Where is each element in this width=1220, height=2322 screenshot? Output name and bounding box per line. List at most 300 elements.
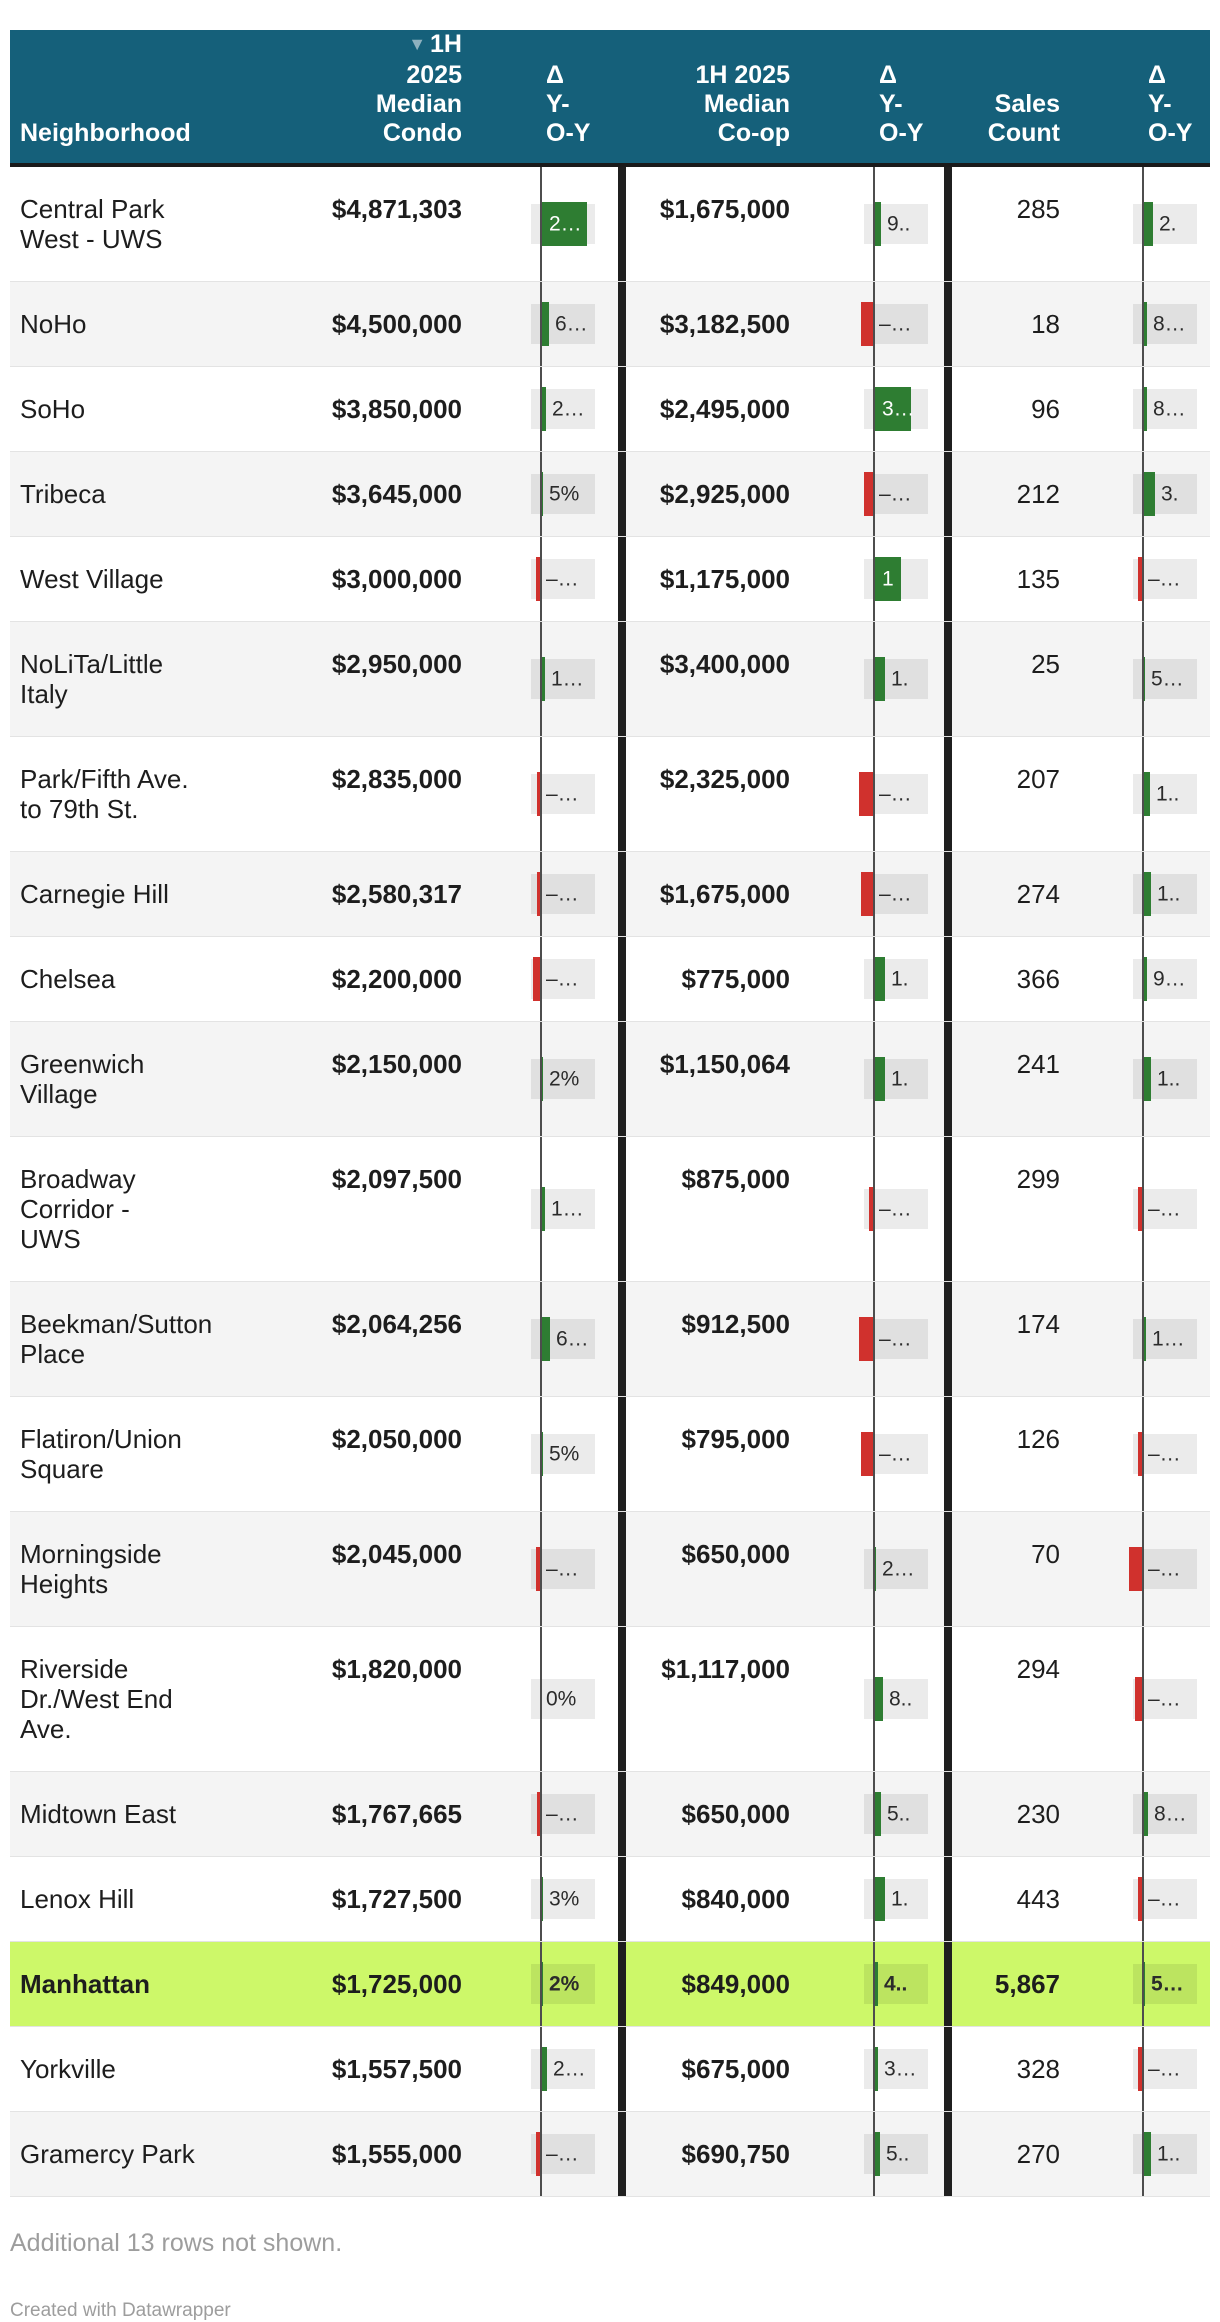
coop-delta-cell — [796, 1397, 944, 1511]
sales-count-cell — [952, 737, 1064, 851]
delta-label: 1.. — [1157, 882, 1181, 906]
axis-line — [873, 282, 875, 366]
axis-line — [540, 367, 542, 451]
condo-median-cell — [300, 852, 470, 936]
axis-line — [540, 737, 542, 851]
delta-bar — [1129, 1547, 1142, 1591]
col-header-neighborhood[interactable] — [10, 119, 300, 163]
delta-label: 2… — [552, 397, 585, 421]
column-divider — [944, 1512, 952, 1626]
coop-delta-cell — [796, 2112, 944, 2196]
rows-not-shown-note: Additional 13 rows not shown. — [10, 2229, 343, 2257]
sort-desc-icon: ▼ — [408, 34, 427, 54]
condo-median-value: $2,950,000 — [331, 649, 462, 679]
delta-label: 2… — [553, 2057, 586, 2081]
coop-median-value: $3,400,000 — [659, 649, 790, 679]
neighborhood-cell — [10, 2027, 300, 2111]
neighborhood-cell — [10, 282, 300, 366]
delta-label: 1. — [891, 1887, 909, 1911]
coop-median-cell — [626, 737, 796, 851]
coop-median-cell — [626, 1397, 796, 1511]
column-divider — [618, 1282, 626, 1396]
sales-count-value: 5,867 — [994, 1969, 1060, 1999]
sales-count-cell — [952, 1942, 1064, 2026]
coop-median-cell — [626, 367, 796, 451]
column-divider — [618, 1772, 626, 1856]
coop-median-value: $3,182,500 — [659, 309, 790, 339]
sales-delta-cell — [1064, 1022, 1210, 1136]
neighborhood-name: Riverside Dr./West End Ave. — [20, 1654, 173, 1744]
axis-line — [873, 937, 875, 1021]
axis-line — [873, 452, 875, 536]
axis-line — [873, 1397, 875, 1511]
condo-delta-cell — [470, 1942, 618, 2026]
delta-label: –… — [879, 882, 912, 906]
sales-delta-cell — [1064, 537, 1210, 621]
delta-bar — [861, 1432, 873, 1476]
col-header-coop-yoy[interactable] — [796, 61, 944, 163]
col-header-label: Neighborhood — [20, 119, 191, 147]
neighborhood-cell — [10, 1397, 300, 1511]
axis-line — [1142, 1627, 1144, 1771]
neighborhood-name: West Village — [20, 564, 164, 594]
condo-delta-cell — [470, 452, 618, 536]
column-divider — [944, 167, 952, 281]
sales-delta-cell — [1064, 937, 1210, 1021]
axis-line — [1142, 1942, 1144, 2026]
condo-median-cell — [300, 1137, 470, 1281]
delta-label: 5… — [1151, 667, 1184, 691]
sales-delta-cell — [1064, 1942, 1210, 2026]
coop-median-value: $2,925,000 — [659, 479, 790, 509]
sales-count-cell — [952, 2027, 1064, 2111]
column-divider — [618, 1022, 626, 1136]
axis-line — [873, 1022, 875, 1136]
delta-label: 1.. — [1157, 2142, 1181, 2166]
column-divider — [944, 1022, 952, 1136]
coop-median-value: $1,675,000 — [659, 194, 790, 224]
coop-delta-cell — [796, 282, 944, 366]
condo-median-cell — [300, 537, 470, 621]
sales-count-cell — [952, 1512, 1064, 1626]
sales-count-value: 294 — [1016, 1654, 1060, 1684]
delta-label: –… — [1148, 1887, 1181, 1911]
delta-label: 9… — [1153, 967, 1186, 991]
neighborhood-cell — [10, 2112, 300, 2196]
column-divider — [944, 737, 952, 851]
axis-line — [1142, 622, 1144, 736]
delta-bar — [1135, 1677, 1142, 1721]
condo-median-value: $1,767,665 — [331, 1799, 462, 1829]
table-row — [10, 1282, 1210, 1397]
coop-median-cell — [626, 1627, 796, 1771]
delta-label: 2. — [1159, 212, 1177, 236]
coop-median-value: $2,325,000 — [659, 764, 790, 794]
condo-median-cell — [300, 1942, 470, 2026]
delta-label: 5% — [549, 482, 580, 506]
condo-median-cell — [300, 1282, 470, 1396]
delta-label: 3% — [549, 1887, 580, 1911]
column-divider — [944, 2112, 952, 2196]
neighborhood-name: Flatiron/Union Square — [20, 1424, 182, 1484]
delta-label: 8.. — [889, 1687, 913, 1711]
condo-delta-cell — [470, 1857, 618, 1941]
condo-median-cell — [300, 937, 470, 1021]
delta-label: 9.. — [887, 212, 911, 236]
neighborhood-cell — [10, 1942, 300, 2026]
delta-label: 2… — [882, 1557, 915, 1581]
coop-delta-cell — [796, 852, 944, 936]
condo-median-cell — [300, 1857, 470, 1941]
sales-count-value: 174 — [1016, 1309, 1060, 1339]
delta-label: 1.. — [1156, 782, 1180, 806]
condo-delta-cell — [470, 1282, 618, 1396]
delta-label: 2… — [549, 212, 582, 236]
coop-delta-cell — [796, 1282, 944, 1396]
delta-label: –… — [546, 2142, 579, 2166]
coop-median-cell — [626, 852, 796, 936]
neighborhood-cell — [10, 1857, 300, 1941]
delta-label: –… — [879, 482, 912, 506]
axis-line — [1142, 2027, 1144, 2111]
delta-label: –… — [1148, 1442, 1181, 1466]
delta-label: –… — [546, 1557, 579, 1581]
coop-median-cell — [626, 1942, 796, 2026]
condo-delta-cell — [470, 167, 618, 281]
delta-label: 4.. — [884, 1972, 908, 1996]
axis-line — [1142, 737, 1144, 851]
coop-median-value: $650,000 — [681, 1539, 790, 1569]
coop-median-cell — [626, 937, 796, 1021]
condo-median-cell — [300, 1022, 470, 1136]
table-row — [10, 937, 1210, 1022]
condo-delta-cell — [470, 2112, 618, 2196]
coop-median-value: $875,000 — [681, 1164, 790, 1194]
delta-bar — [859, 772, 873, 816]
sales-delta-cell — [1064, 1137, 1210, 1281]
column-divider — [618, 2027, 626, 2111]
delta-label: 3… — [884, 2057, 917, 2081]
column-divider — [944, 1137, 952, 1281]
column-divider — [944, 1942, 952, 2026]
axis-line — [1142, 167, 1144, 281]
sales-count-value: 299 — [1016, 1164, 1060, 1194]
table-row — [10, 852, 1210, 937]
axis-line — [873, 852, 875, 936]
condo-median-value: $1,555,000 — [331, 2139, 462, 2169]
axis-line — [540, 1022, 542, 1136]
condo-median-cell — [300, 1772, 470, 1856]
axis-line — [540, 2027, 542, 2111]
coop-median-value: $1,150,064 — [659, 1049, 790, 1079]
sales-delta-cell — [1064, 2112, 1210, 2196]
column-divider — [618, 1137, 626, 1281]
axis-line — [873, 2112, 875, 2196]
axis-line — [540, 1282, 542, 1396]
axis-line — [540, 937, 542, 1021]
delta-label: –… — [546, 882, 579, 906]
condo-median-cell — [300, 1512, 470, 1626]
column-divider — [944, 452, 952, 536]
axis-line — [1142, 1022, 1144, 1136]
axis-line — [1142, 282, 1144, 366]
sales-delta-cell — [1064, 737, 1210, 851]
neighborhood-name: Chelsea — [20, 964, 116, 994]
neighborhood-name: Broadway Corridor - UWS — [20, 1164, 136, 1254]
condo-median-value: $3,645,000 — [331, 479, 462, 509]
table-row — [10, 737, 1210, 852]
condo-median-value: $2,097,500 — [331, 1164, 462, 1194]
delta-label: –… — [879, 1442, 912, 1466]
delta-bar — [533, 957, 540, 1001]
coop-delta-cell — [796, 367, 944, 451]
axis-line — [1142, 937, 1144, 1021]
neighborhood-name: Beekman/Sutton Place — [20, 1309, 213, 1369]
column-divider — [944, 282, 952, 366]
neighborhood-name: Yorkville — [20, 2054, 116, 2084]
condo-delta-cell — [470, 282, 618, 366]
sales-count-cell — [952, 2112, 1064, 2196]
axis-line — [873, 537, 875, 621]
sales-delta-cell — [1064, 167, 1210, 281]
sales-count-value: 285 — [1016, 194, 1060, 224]
neighborhood-cell — [10, 937, 300, 1021]
sales-delta-cell — [1064, 2027, 1210, 2111]
sales-count-cell — [952, 1627, 1064, 1771]
axis-line — [540, 1942, 542, 2026]
col-header-label: Δ Y-O-Y — [879, 61, 924, 147]
column-divider — [944, 1857, 952, 1941]
axis-line — [873, 167, 875, 281]
coop-delta-cell — [796, 167, 944, 281]
axis-line — [873, 1512, 875, 1626]
coop-median-cell — [626, 2027, 796, 2111]
condo-median-value: $2,200,000 — [331, 964, 462, 994]
sales-delta-cell — [1064, 1627, 1210, 1771]
col-header-median-condo[interactable] — [300, 30, 470, 163]
column-divider — [618, 1857, 626, 1941]
column-divider — [618, 852, 626, 936]
coop-median-cell — [626, 1282, 796, 1396]
condo-delta-cell — [470, 2027, 618, 2111]
axis-line — [1142, 1397, 1144, 1511]
coop-median-value: $2,495,000 — [659, 394, 790, 424]
sales-count-value: 443 — [1016, 1884, 1060, 1914]
coop-median-cell — [626, 622, 796, 736]
coop-median-value: $1,117,000 — [661, 1654, 790, 1684]
sales-count-value: 212 — [1016, 479, 1060, 509]
neighborhood-cell — [10, 852, 300, 936]
sales-count-cell — [952, 937, 1064, 1021]
sales-count-cell — [952, 167, 1064, 281]
axis-line — [873, 367, 875, 451]
column-divider — [618, 1942, 626, 2026]
delta-label: –… — [1148, 1197, 1181, 1221]
neighborhood-name: Manhattan — [20, 1969, 150, 1999]
neighborhood-name: NoLiTa/Little Italy — [20, 649, 164, 709]
coop-median-cell — [626, 1512, 796, 1626]
coop-median-cell — [626, 1772, 796, 1856]
condo-median-cell — [300, 167, 470, 281]
delta-label: 8… — [1154, 1802, 1187, 1826]
col-header-label: Δ Y-O-Y — [1148, 61, 1193, 147]
column-divider — [618, 537, 626, 621]
sales-count-cell — [952, 1282, 1064, 1396]
column-divider — [618, 1512, 626, 1626]
condo-median-value: $3,000,000 — [331, 564, 462, 594]
sales-delta-cell — [1064, 1512, 1210, 1626]
data-table — [10, 30, 1210, 2197]
neighborhood-name: Park/Fifth Ave. to 79th St. — [20, 764, 189, 824]
axis-line — [540, 1137, 542, 1281]
sales-count-value: 241 — [1016, 1049, 1060, 1079]
column-divider — [618, 452, 626, 536]
delta-label: 1. — [891, 667, 909, 691]
table-row — [10, 1137, 1210, 1282]
delta-label: –… — [879, 782, 912, 806]
axis-line — [540, 622, 542, 736]
delta-label: 3… — [882, 397, 915, 421]
axis-line — [540, 1512, 542, 1626]
axis-line — [540, 167, 542, 281]
delta-label: –… — [879, 1197, 912, 1221]
axis-line — [873, 622, 875, 736]
neighborhood-cell — [10, 1282, 300, 1396]
column-divider — [618, 937, 626, 1021]
table-row — [10, 2112, 1210, 2197]
delta-label: 6… — [556, 1327, 589, 1351]
neighborhood-cell — [10, 452, 300, 536]
table-row — [10, 282, 1210, 367]
delta-label: 1. — [891, 1067, 909, 1091]
table-row — [10, 1942, 1210, 2027]
axis-line — [1142, 367, 1144, 451]
axis-line — [540, 1627, 542, 1771]
column-divider — [944, 1397, 952, 1511]
sales-count-value: 366 — [1016, 964, 1060, 994]
delta-label: –… — [1148, 1687, 1181, 1711]
coop-median-cell — [626, 282, 796, 366]
sales-count-value: 70 — [1031, 1539, 1060, 1569]
condo-delta-cell — [470, 1137, 618, 1281]
sales-count-value: 270 — [1016, 2139, 1060, 2169]
coop-median-value: $650,000 — [681, 1799, 790, 1829]
column-divider — [944, 367, 952, 451]
sales-count-cell — [952, 1857, 1064, 1941]
condo-median-cell — [300, 1397, 470, 1511]
axis-line — [1142, 1772, 1144, 1856]
axis-line — [873, 1772, 875, 1856]
neighborhood-name: Central Park West - UWS — [20, 194, 165, 254]
axis-line — [540, 282, 542, 366]
neighborhood-cell — [10, 1512, 300, 1626]
neighborhood-cell — [10, 1627, 300, 1771]
condo-delta-cell — [470, 1512, 618, 1626]
delta-bar — [861, 302, 873, 346]
delta-label: 1 — [882, 567, 894, 591]
column-divider — [618, 2112, 626, 2196]
delta-label: 2% — [549, 1972, 580, 1996]
coop-median-cell — [626, 1857, 796, 1941]
axis-line — [540, 1397, 542, 1511]
col-header-median-coop[interactable] — [626, 61, 796, 163]
sales-count-cell — [952, 367, 1064, 451]
neighborhood-name: Morningside Heights — [20, 1539, 162, 1599]
neighborhood-name: NoHo — [20, 309, 87, 339]
delta-label: 5.. — [886, 2142, 910, 2166]
coop-delta-cell — [796, 622, 944, 736]
table-row — [10, 1397, 1210, 1512]
delta-label: –… — [546, 967, 579, 991]
table-row — [10, 452, 1210, 537]
delta-label: 1.. — [1157, 1067, 1181, 1091]
column-divider — [618, 167, 626, 281]
coop-median-value: $1,175,000 — [659, 564, 790, 594]
column-divider — [944, 537, 952, 621]
datawrapper-credit-link[interactable]: Created with Datawrapper — [10, 2300, 231, 2321]
coop-delta-cell — [796, 1022, 944, 1136]
condo-median-cell — [300, 367, 470, 451]
sales-delta-cell — [1064, 852, 1210, 936]
coop-delta-cell — [796, 452, 944, 536]
col-header-condo-yoy[interactable] — [470, 61, 618, 163]
col-header-sales-yoy[interactable] — [1064, 61, 1210, 163]
coop-delta-cell — [796, 1137, 944, 1281]
sales-delta-cell — [1064, 1282, 1210, 1396]
condo-delta-cell — [470, 1627, 618, 1771]
column-divider — [944, 852, 952, 936]
column-divider — [944, 622, 952, 736]
column-divider — [944, 1282, 952, 1396]
coop-median-value: $849,000 — [681, 1969, 790, 1999]
delta-label: 8… — [1153, 312, 1186, 336]
condo-median-value: $2,580,317 — [331, 879, 462, 909]
coop-median-cell — [626, 167, 796, 281]
coop-median-cell — [626, 537, 796, 621]
condo-median-cell — [300, 622, 470, 736]
sales-count-cell — [952, 1022, 1064, 1136]
coop-median-value: $912,500 — [681, 1309, 790, 1339]
condo-median-value: $4,500,000 — [331, 309, 462, 339]
col-header-sales-count[interactable] — [952, 90, 1064, 163]
axis-line — [873, 1627, 875, 1771]
neighborhood-cell — [10, 1137, 300, 1281]
coop-median-cell — [626, 1137, 796, 1281]
neighborhood-name: Carnegie Hill — [20, 879, 169, 909]
axis-line — [1142, 452, 1144, 536]
coop-delta-cell — [796, 1857, 944, 1941]
coop-median-value: $840,000 — [681, 1884, 790, 1914]
column-divider — [944, 937, 952, 1021]
condo-median-cell — [300, 737, 470, 851]
table-row — [10, 537, 1210, 622]
axis-line — [1142, 1512, 1144, 1626]
axis-line — [1142, 1282, 1144, 1396]
axis-line — [540, 452, 542, 536]
table-row — [10, 2027, 1210, 2112]
coop-delta-cell — [796, 1512, 944, 1626]
column-divider — [618, 622, 626, 736]
condo-delta-cell — [470, 737, 618, 851]
coop-delta-cell — [796, 937, 944, 1021]
axis-line — [873, 1282, 875, 1396]
sales-delta-cell — [1064, 622, 1210, 736]
condo-median-value: $2,064,256 — [331, 1309, 462, 1339]
delta-label: 1… — [1152, 1327, 1185, 1351]
sales-count-cell — [952, 852, 1064, 936]
delta-label: –… — [546, 1802, 579, 1826]
column-divider — [944, 2027, 952, 2111]
